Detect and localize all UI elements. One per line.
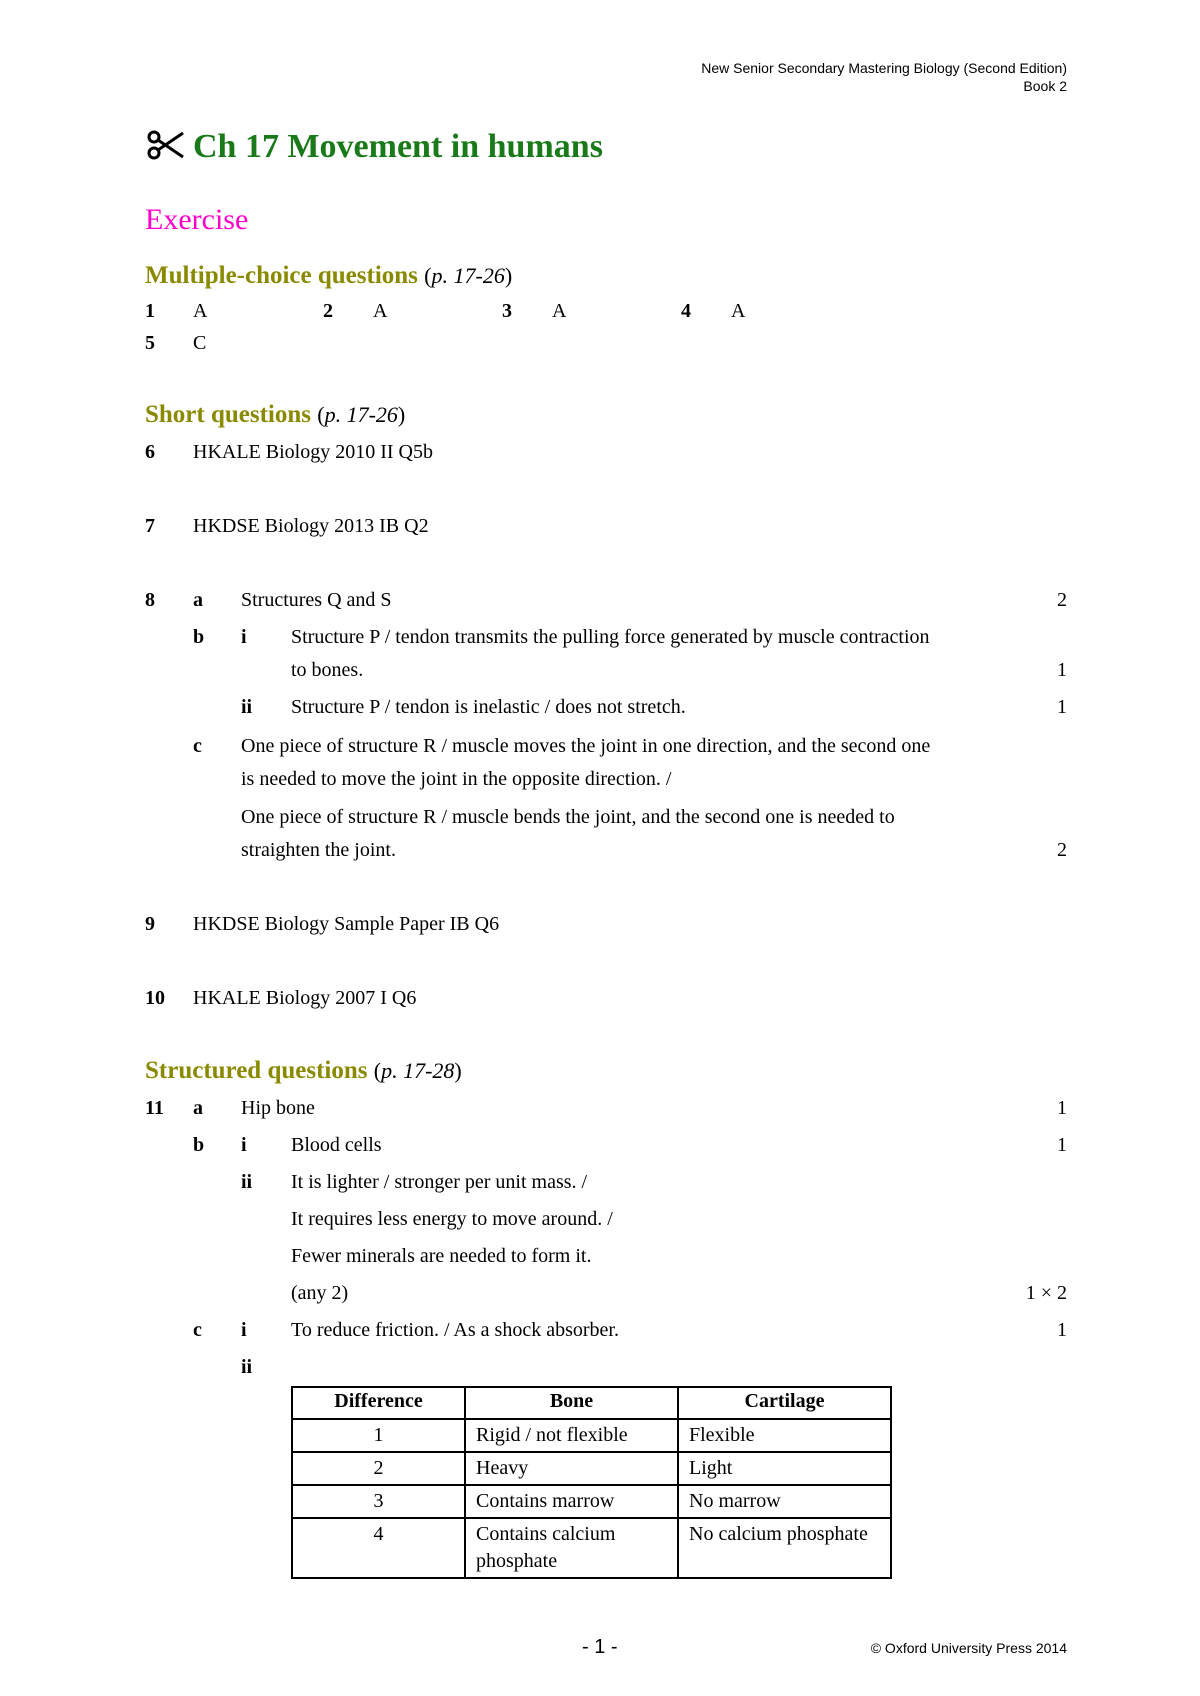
q10-number: 10 [145,987,165,1009]
mc-q4-number: 4 [681,300,691,322]
mc-q5-number: 5 [145,332,155,354]
mc-heading-text: Multiple-choice questions [145,262,418,289]
table-row [292,1452,891,1485]
q7-number: 7 [145,515,155,537]
q8bi-line1: Structure P / tendon transmits the pulling force generated by muscle contraction [291,626,930,648]
chapter-title [145,128,603,169]
sq-heading-text: Short questions [145,401,312,428]
q11bii-label: ii [241,1171,253,1193]
q11bii-line2: It requires less energy to move around. / [291,1208,613,1230]
q11b-label: b [193,1134,205,1156]
table-cell-cartilage: No marrow [678,1485,891,1518]
q11-number: 11 [145,1097,164,1119]
table-cell-difference: 2 [292,1452,465,1485]
q8a-label: a [193,589,203,611]
mc-heading [145,262,512,290]
q11cii-label: ii [241,1356,253,1378]
q8c-line4: straighten the joint. [241,839,396,861]
q11ci-mark: 1 [1057,1319,1067,1341]
q11ci-label: i [241,1319,247,1341]
header-book: Book 2 [1023,78,1067,94]
table-row [292,1485,891,1518]
q11bii-line4: (any 2) [291,1282,349,1304]
q8b-label: b [193,626,205,648]
q11ci-text: To reduce friction. / As a shock absorber. [291,1319,619,1341]
q8bi-label: i [241,626,247,648]
table-header-difference: Difference [292,1387,465,1419]
q11bi-mark: 1 [1057,1134,1067,1156]
table-cell-difference: 4 [292,1518,465,1578]
table-cell-cartilage: Flexible [678,1419,891,1452]
sq-heading [145,401,405,429]
q11a-label: a [193,1097,203,1119]
q11c-label: c [193,1319,202,1341]
exercise-heading: Exercise [145,203,249,236]
mc-q2-answer: A [373,300,388,322]
copyright: © Oxford University Press 2014 [870,1640,1067,1656]
q8c-line1: One piece of structure R / muscle moves the joint in one direction, and the second one [241,735,931,757]
table-cell-bone: Contains calcium phosphate [465,1518,678,1578]
q11a-text: Hip bone [241,1097,315,1119]
q9-text: HKDSE Biology Sample Paper IB Q6 [193,913,500,935]
st-heading-text: Structured questions [145,1057,368,1084]
q7-text: HKDSE Biology 2013 IB Q2 [193,515,429,537]
table-cell-cartilage: No calcium phosphate [678,1518,891,1578]
table-cell-cartilage: Light [678,1452,891,1485]
q8c-label: c [193,735,202,757]
q8c-mark: 2 [1057,839,1067,861]
page-number: - 1 - [582,1636,618,1658]
table-cell-bone: Heavy [465,1452,678,1485]
q11a-mark: 1 [1057,1097,1067,1119]
q11bi-text: Blood cells [291,1134,382,1156]
mc-q1-number: 1 [145,300,155,322]
q8-number: 8 [145,589,155,611]
q6-number: 6 [145,441,155,463]
q8bi-mark: 1 [1057,659,1067,681]
q11bii-line1: It is lighter / stronger per unit mass. / [291,1171,588,1193]
q8c-line2: is needed to move the joint in the opposite direction. / [241,768,672,790]
q11bi-label: i [241,1134,247,1156]
q11bii-mark: 1 × 2 [1025,1282,1067,1304]
q11bii-line3: Fewer minerals are needed to form it. [291,1245,592,1267]
q8bii-label: ii [241,696,253,718]
mc-q3-answer: A [552,300,567,322]
table-header-cartilage: Cartilage [678,1387,891,1419]
bone-cartilage-table [291,1386,892,1579]
header-series-title: New Senior Secondary Mastering Biology (Second Edition) [701,60,1067,76]
mc-q1-answer: A [193,300,208,322]
q8a-mark: 2 [1057,589,1067,611]
mc-q4-answer: A [731,300,746,322]
mc-q5-answer: C [193,332,207,354]
st-heading [145,1057,462,1085]
table-header-row [292,1387,891,1419]
mc-q2-number: 2 [323,300,333,322]
q9-number: 9 [145,913,155,935]
table-cell-bone: Contains marrow [465,1485,678,1518]
scissors-icon [145,130,185,169]
q10-text: HKALE Biology 2007 I Q6 [193,987,417,1009]
q8a-text: Structures Q and S [241,589,392,611]
mc-page-ref: (p. 17-26) [424,263,513,288]
st-page-ref: (p. 17-28) [373,1058,462,1083]
q6-text: HKALE Biology 2010 II Q5b [193,441,433,463]
mc-q3-number: 3 [502,300,512,322]
q8c-line3: One piece of structure R / muscle bends the joint, and the second one is needed to [241,806,895,828]
q8bi-line2: to bones. [291,659,364,681]
table-cell-difference: 1 [292,1419,465,1452]
table-cell-bone: Rigid / not flexible [465,1419,678,1452]
table-row [292,1419,891,1452]
q8bii-text: Structure P / tendon is inelastic / does not stretch. [291,696,686,718]
chapter-title-text: Ch 17 Movement in humans [193,128,603,165]
table-header-bone: Bone [465,1387,678,1419]
table-row [292,1518,891,1578]
table-cell-difference: 3 [292,1485,465,1518]
sq-page-ref: (p. 17-26) [317,402,406,427]
q8bii-mark: 1 [1057,696,1067,718]
